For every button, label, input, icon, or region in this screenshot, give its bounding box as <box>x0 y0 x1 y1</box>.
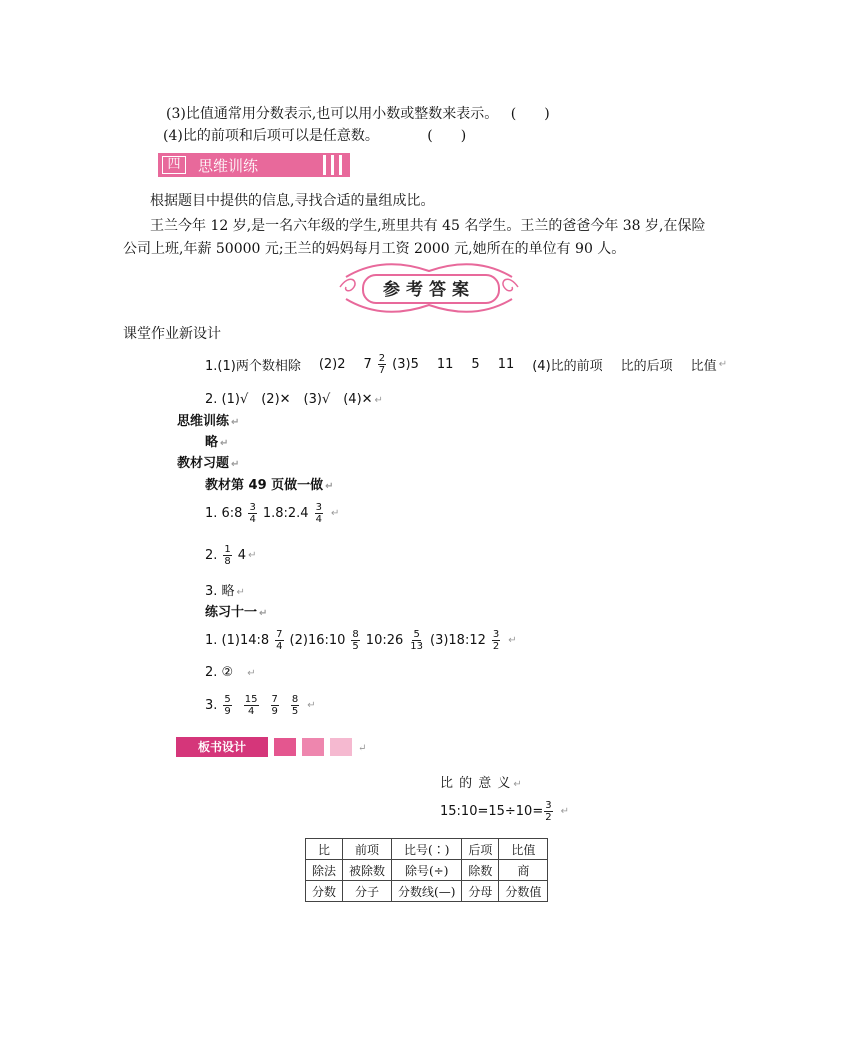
answer-part: (2)16:10 <box>289 632 346 648</box>
denominator: 7 <box>378 364 386 376</box>
numerator: 8 <box>291 693 299 705</box>
section-number: 四 <box>162 156 186 174</box>
thinking-para-line2: 公司上班,年薪 50000 元;王兰的妈妈每月工资 2000 元,她所在的单位有 90 人。 <box>123 241 626 257</box>
textbook-label-text: 教材习题 <box>177 456 230 471</box>
exercise-answer-2: 2. ② ↵ <box>205 665 256 680</box>
table-cell: 被除数 <box>343 860 392 881</box>
textbook-answer-3-text: 3. 略 <box>205 584 235 599</box>
thinking-answer: 略 ↵ <box>205 435 229 450</box>
table-row <box>306 839 548 860</box>
denominator: 2 <box>492 640 500 652</box>
judge-item-4-text: (4)比的前项和后项可以是任意数。 <box>163 128 379 144</box>
fraction <box>291 694 299 717</box>
exercise-answer-2-text: 2. ② <box>205 665 234 680</box>
thinking-para-line1: 王兰今年 12 岁,是一名六年级的学生,班里共有 45 名学生。王兰的爸爸今年 38 岁,在保险 <box>150 218 706 234</box>
banner-stripe <box>331 155 334 175</box>
table-cell: 分母 <box>462 881 499 902</box>
answer-part: 1. 6:8 <box>205 505 243 521</box>
numerator: 7 <box>271 693 278 705</box>
denominator: 5 <box>352 640 359 652</box>
numerator: 3 <box>492 628 500 640</box>
table-cell: 比值 <box>499 839 548 860</box>
judge-item-3-paren: ( ) <box>510 106 550 122</box>
fraction <box>315 502 323 525</box>
numerator: 3 <box>315 501 322 513</box>
table-cell: 分数线(—) <box>392 881 462 902</box>
thinking-answer-text: 略 <box>205 435 219 450</box>
textbook-page-text: 教材第 49 页做一做 <box>205 478 324 493</box>
answer-part: 10:26 <box>365 632 404 648</box>
answer-1-part: 比值 <box>690 358 717 374</box>
denominator: 9 <box>271 705 278 717</box>
board-design-label: 板书设计 <box>176 737 268 757</box>
board-formula-text: 15:10=15÷10= <box>440 803 544 819</box>
denominator: 4 <box>249 513 256 525</box>
answer-part: 3. <box>205 697 218 713</box>
comparison-table <box>305 838 548 902</box>
denominator: 4 <box>247 705 255 717</box>
numerator: 1 <box>224 543 231 555</box>
fraction <box>223 694 231 717</box>
fraction <box>248 502 256 525</box>
exercise-answer-3: 3. $\frac{5}{9}$ $\frac{15}{4}$ $\frac{7}{9}$ $\frac{8}{5}$ ↵ <box>205 693 316 717</box>
banner-stripe <box>339 155 342 175</box>
numerator: 15 <box>244 693 258 705</box>
table-cell: 分数值 <box>499 881 548 902</box>
textbook-answer-1: 1. 6:8 $\frac{3}{4}$ 1.8:2.4 $\frac{3}{4}$ ↵ <box>205 501 340 525</box>
thinking-label-text: 思维训练 <box>177 414 230 429</box>
fraction <box>409 629 424 652</box>
banner-square <box>302 738 324 756</box>
exercise-label: 练习十一 ↵ <box>205 605 268 620</box>
answers-title: 参考答案 <box>383 280 475 300</box>
table-cell: 除数 <box>462 860 499 881</box>
table-cell: 除号(÷) <box>392 860 462 881</box>
answer-part: 2. <box>205 547 218 563</box>
answers-heading: 课堂作业新设计 <box>123 326 221 342</box>
fraction <box>492 629 500 652</box>
fraction <box>244 694 259 717</box>
section-title: 思维训练 <box>198 157 259 175</box>
answer-part: 1. (1)14:8 <box>205 632 270 648</box>
table-cell: 比号(∶) <box>392 839 462 860</box>
answer-1-part: (2)2 <box>318 356 346 372</box>
denominator: 4 <box>315 513 322 525</box>
board-formula: 15:10=15÷10= $\frac{3}{2}$ ↵ <box>440 799 569 823</box>
denominator: 8 <box>224 555 231 567</box>
table-cell: 后项 <box>462 839 499 860</box>
answer-1-part: 1.(1)两个数相除 <box>205 358 301 374</box>
banner-square <box>330 738 352 756</box>
denominator: 9 <box>224 705 231 717</box>
fraction <box>223 544 231 567</box>
board-title-text: 比 的 意 义 <box>440 776 512 791</box>
answer-1-part: 11 <box>436 356 454 372</box>
judge-item-4-paren: ( ) <box>427 128 467 144</box>
exercise-answer-1: 1. (1)14:8 $\frac{7}{4}$ (2)16:10 $\frac{8}{5}$ 10:26 $\frac{5}{13}$ (3)18:12 $\frac{3}{2}$ ↵ <box>205 628 517 652</box>
textbook-answer-2: 2. $\frac{1}{8}$ 4 ↵ <box>205 543 257 567</box>
numerator: 2 <box>378 352 386 364</box>
textbook-label: 教材习题 ↵ <box>177 456 240 471</box>
textbook-answer-3: 3. 略 ↵ <box>205 584 245 599</box>
numerator: 7 <box>276 628 283 640</box>
table-cell: 除法 <box>306 860 343 881</box>
denominator: 5 <box>291 705 299 717</box>
answer-part: (3)18:12 <box>430 632 486 648</box>
answer-1-part: 7 <box>363 356 372 372</box>
denominator: 4 <box>276 640 283 652</box>
answer-1: 1.(1)两个数相除 (2)2 7 $\frac{2}{7}$ (3)5 11 5 11 (4)比的前项 比的后项 比值 ↵ <box>205 352 728 376</box>
numerator: 3 <box>545 799 552 811</box>
board-title: 比 的 意 义 ↵ <box>440 776 523 791</box>
exercise-label-text: 练习十一 <box>205 605 258 620</box>
fraction <box>271 694 279 717</box>
numerator: 5 <box>413 628 420 640</box>
answer-1-part: 比的后项 <box>620 358 673 374</box>
answer-part: 1.8:2.4 <box>262 505 309 521</box>
answer-2: 2. (1)√ (2)✕ (3)√ (4)✕ ↵ <box>205 392 383 407</box>
fraction <box>351 629 359 652</box>
table-cell: 前项 <box>343 839 392 860</box>
judge-item-3-text: (3)比值通常用分数表示,也可以用小数或整数来表示。 <box>166 106 499 122</box>
section-banner <box>158 153 350 177</box>
denominator: 13 <box>410 640 423 652</box>
table-row <box>306 881 548 902</box>
textbook-page: 教材第 49 页做一做 ↵ <box>205 478 334 493</box>
table-cell: 商 <box>499 860 548 881</box>
numerator: 3 <box>249 501 256 513</box>
numerator: 5 <box>224 693 231 705</box>
answer-1-part: (4)比的前项 <box>532 358 603 374</box>
answer-part: 4 <box>237 547 247 563</box>
answers-banner <box>336 257 522 319</box>
thinking-intro: 根据题目中提供的信息,寻找合适的量组成比。 <box>150 193 435 209</box>
judge-item-3 <box>166 103 550 123</box>
denominator: 2 <box>545 811 552 823</box>
numerator: 8 <box>352 628 359 640</box>
banner-square <box>274 738 296 756</box>
table-cell: 比 <box>306 839 343 860</box>
thinking-label: 思维训练 ↵ <box>177 414 240 429</box>
answer-1-part: (3)5 <box>392 356 419 372</box>
banner-stripe <box>323 155 326 175</box>
fraction <box>378 353 386 376</box>
answer-2-text: 2. (1)√ (2)✕ (3)√ (4)✕ <box>205 392 373 407</box>
answer-1-part: 5 <box>471 356 480 372</box>
answer-1-part: 11 <box>497 356 515 372</box>
fraction <box>544 800 552 823</box>
table-cell: 分子 <box>343 881 392 902</box>
table-row <box>306 860 548 881</box>
table-cell: 分数 <box>306 881 343 902</box>
judge-item-4 <box>163 125 466 145</box>
fraction <box>275 629 283 652</box>
